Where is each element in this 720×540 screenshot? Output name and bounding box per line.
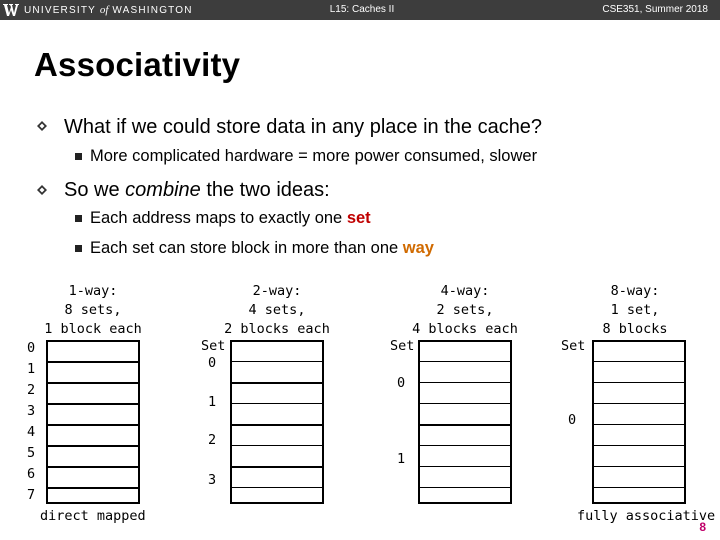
sub-bullet-plain: Each address maps to exactly one [90, 209, 347, 227]
university-of: of [99, 4, 109, 16]
two-way-cache-grid [230, 340, 324, 504]
caption-line: 1 block each [44, 321, 142, 337]
set-index: 4 [27, 424, 36, 440]
one-way-caption [38, 282, 148, 339]
sub-bullet-text [90, 239, 434, 258]
caption-line: 4-way: [440, 283, 490, 299]
square-bullet-icon [75, 215, 82, 222]
sub-bullet-text [90, 209, 371, 228]
lecture-title: L15: Caches II [329, 4, 395, 15]
eight-way-caption [580, 282, 690, 339]
set-index: 0 [397, 375, 406, 391]
set-index: 3 [208, 472, 217, 488]
sub-bullet-text: More complicated hardware = more power consumed, slower [90, 147, 538, 165]
set-word: Set [390, 338, 415, 354]
square-bullet-icon [75, 153, 82, 160]
two-way-caption [222, 282, 332, 339]
set-index: 0 [568, 412, 577, 428]
four-way-caption [410, 282, 520, 339]
bullet-text [64, 179, 330, 202]
caption-line: 2 sets, [436, 302, 494, 318]
eight-way-cache-grid [592, 340, 686, 504]
caption-line: 1-way: [68, 283, 118, 299]
set-index: 0 [208, 355, 217, 371]
set-index: 6 [27, 466, 36, 482]
bullet-text: What if we could store data in any place in the cache? [64, 116, 543, 138]
caption-line: 8 sets, [64, 302, 122, 318]
page-number: 8 [699, 520, 706, 534]
university-prefix: UNIVERSITY [24, 5, 96, 16]
set-index: 1 [397, 451, 406, 467]
diamond-bullet-icon [36, 184, 48, 196]
set-index: 7 [27, 487, 36, 503]
set-word: Set [201, 338, 226, 354]
page-title: Associativity [34, 46, 241, 83]
caption-line: 4 blocks each [412, 321, 518, 337]
direct-mapped-label: direct mapped [40, 508, 146, 524]
set-index: 1 [27, 361, 36, 377]
set-index: 0 [27, 340, 36, 356]
set-index: 1 [208, 394, 217, 410]
caption-line: 1 set, [610, 302, 660, 318]
bullet-text-pre: So we [64, 179, 126, 201]
square-bullet-icon [75, 245, 82, 252]
sub-bullet-plain: Each set can store block in more than one [90, 239, 403, 257]
course-name: CSE351, Summer 2018 [602, 4, 708, 15]
caption-line: 8 blocks [602, 321, 668, 337]
set-index: 2 [27, 382, 36, 398]
bullet-text-post: the two ideas: [200, 179, 330, 201]
set-index: 3 [27, 403, 36, 419]
header-bar [0, 0, 720, 20]
four-way-cache-grid [418, 340, 512, 504]
fully-associative-label: fully associative [577, 508, 716, 524]
diamond-bullet-icon [36, 120, 48, 132]
one-way-cache-grid [46, 340, 140, 504]
caption-line: 4 sets, [248, 302, 306, 318]
set-word: Set [561, 338, 586, 354]
university-suffix: WASHINGTON [112, 5, 193, 16]
set-index: 2 [208, 432, 217, 448]
set-index: 5 [27, 445, 36, 461]
highlight-set: set [346, 209, 371, 227]
caption-line: 2 blocks each [224, 321, 330, 337]
bullet-text-emphasis: combine [125, 179, 201, 201]
caption-line: 2-way: [252, 283, 302, 299]
highlight-way: way [402, 239, 434, 257]
caption-line: 8-way: [610, 283, 660, 299]
